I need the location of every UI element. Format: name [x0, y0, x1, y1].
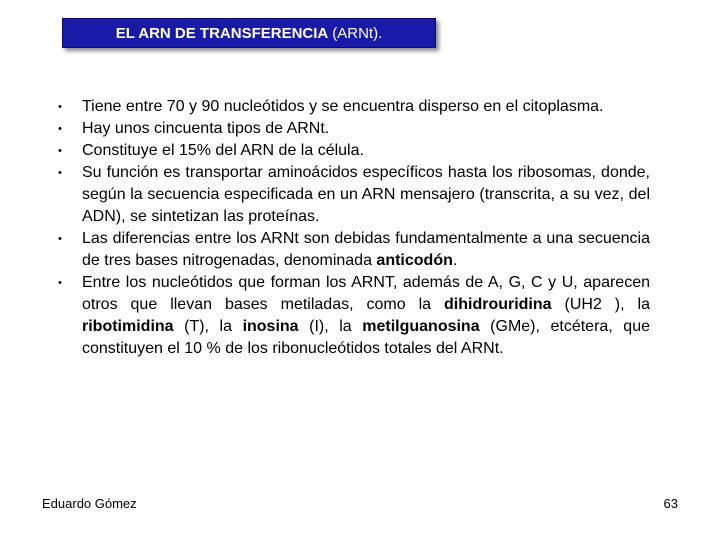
bullet-marker: •	[58, 167, 62, 179]
bold-term-dihidrouridina: dihidrouridina	[444, 296, 552, 313]
bullet-text: Entre los nucleótidos que forman los ARNT, además de A, G, C y U, aparecen otros que llevan bases metiladas, como la	[82, 274, 650, 313]
bullet-marker: •	[58, 277, 62, 289]
bullet-marker: •	[58, 145, 62, 157]
bullet-text: (I), la	[298, 318, 363, 335]
bullet-text: (T), la	[173, 318, 243, 335]
bullet-marker: •	[58, 123, 62, 135]
bold-term-metilguanosina: metilguanosina	[362, 318, 480, 335]
bullet-list	[52, 96, 650, 360]
bold-term-inosina: inosina	[242, 318, 299, 335]
slide-title-suffix: (ARNt).	[332, 24, 383, 42]
bullet-item-nucleotides	[52, 96, 650, 118]
page-number: 63	[663, 496, 678, 511]
bullet-item-anticodon	[52, 228, 650, 272]
bullet-text: (GMe), etcétera, que constituyen el 10 % de los ribonucleótidos totales del ARNt.	[82, 318, 650, 357]
bold-term-anticodon: anticodón	[376, 252, 453, 269]
bullet-text: Su función es transportar aminoácidos específicos hasta los ribosomas, donde, según la secuencia especificada en un ARN mensajero (transcrita, a su vez, del ADN), se sintetizan las proteínas.	[82, 164, 650, 225]
bullet-item-percentage	[52, 140, 650, 162]
slide-title-banner	[62, 18, 436, 48]
bullet-text: (UH2 ), la	[551, 296, 650, 313]
bullet-item-function	[52, 162, 650, 228]
footer-author: Eduardo Gómez	[42, 496, 137, 511]
slide-title-bold: EL ARN DE TRANSFERENCIA	[115, 24, 329, 42]
bullet-text: Las diferencias entre los ARNt son debidas fundamentalmente a una secuencia de tres bases nitrogenadas, denominada	[82, 230, 650, 269]
bullet-text: Tiene entre 70 y 90 nucleótidos y se encuentra disperso en el citoplasma.	[82, 98, 604, 115]
bold-term-ribotimidina: ribotimidina	[82, 318, 174, 335]
bullet-item-types	[52, 118, 650, 140]
bullet-marker: •	[58, 233, 62, 245]
bullet-text: Constituye el 15% del ARN de la célula.	[82, 142, 364, 159]
bullet-item-methylated-bases	[52, 272, 650, 360]
bullet-text: .	[452, 252, 458, 269]
bullet-marker: •	[58, 101, 62, 113]
bullet-text: Hay unos cincuenta tipos de ARNt.	[82, 120, 330, 137]
